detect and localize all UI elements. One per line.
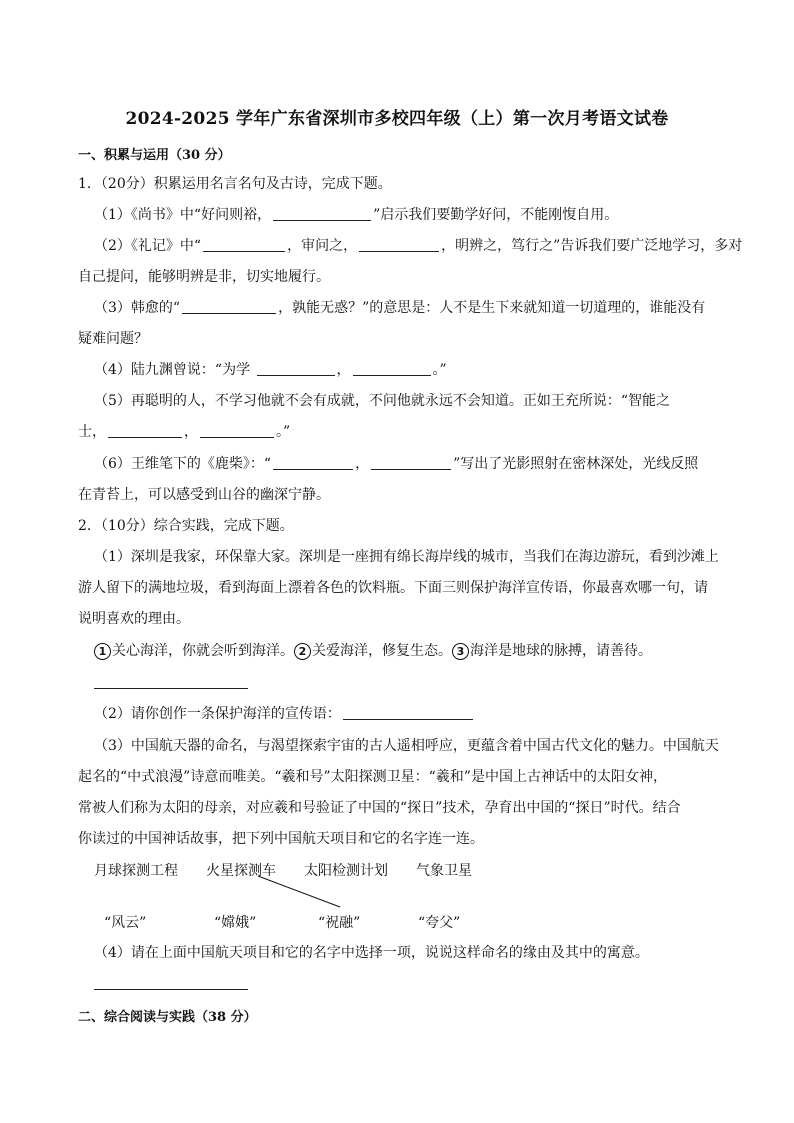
q1-sub2-text-b: ，审问之， <box>287 238 358 254</box>
q1-sub6-text-c: ”写出了光影照射在密林深处，光线反照 <box>453 456 699 472</box>
project-item[interactable]: 气象卫星 <box>416 863 472 879</box>
q2-part2-text: （2）请你创作一条保护海洋的宣传语： <box>94 706 341 722</box>
q2-part3-cont2: 常被人们称为太阳的母亲，对应羲和号验证了中国的“探日”技术，孕育出中国的“探日”时代。结合 <box>78 800 681 816</box>
exam-title: 2024-2025 学年广东省深圳市多校四年级（上）第一次月考语文试卷 <box>125 109 669 129</box>
project-item[interactable]: 月球探测工程 <box>94 863 178 879</box>
circled-number-3: 3 <box>452 643 469 660</box>
name-item[interactable]: “祝融” <box>318 915 361 931</box>
q1-sub2-cont: 自己提问，能够明辨是非，切实地履行。 <box>78 269 330 285</box>
slogan-option-1: 关心海洋，你就会听到海洋。 <box>112 643 294 659</box>
q2-part1-cont1: 游人留下的满地垃圾，看到海面上漂着各色的饮料瓶。下面三则保护海洋宣传语，你最喜欢哪一句，请 <box>78 580 708 596</box>
q1-sub4-text-c: 。” <box>432 362 447 378</box>
q1-sub6-cont: 在青苔上，可以感受到山谷的幽深宁静。 <box>78 487 330 503</box>
name-item[interactable]: “风云” <box>104 915 147 931</box>
q2-part1: （1）深圳是我家，环保靠大家。深圳是一座拥有绵长海岸线的城市，当我们在海边游玩，看到沙滩上 <box>94 549 719 565</box>
q1-sub5-text-b: 士， <box>78 424 106 440</box>
project-item[interactable]: 太阳检测计划 <box>304 863 388 879</box>
q1-sub2-text-a: （2）《礼记》中“ <box>94 238 202 254</box>
q2-part3: （3）中国航天器的命名，与渴望探索宇宙的古人遥相呼应，更蕴含着中国古代文化的魅力。中国航天 <box>94 738 719 754</box>
q1-sub1-text-b: ”启示我们要勤学好问，不能刚愎自用。 <box>373 207 619 223</box>
q1-sub5-text-d: 。” <box>276 424 291 440</box>
circled-number-2: 2 <box>294 643 311 660</box>
q2-part3-cont3: 你读过的中国神话故事，把下列中国航天项目和它的名字连一连。 <box>78 831 484 847</box>
q1-sub3-text-b: ，孰能无惑？”的意思是：人不是生下来就知道一切道理的，谁能没有 <box>278 300 706 316</box>
answer-line[interactable] <box>94 989 248 990</box>
name-item[interactable]: “夸父” <box>418 915 461 931</box>
section-heading-2: 二、综合阅读与实践（38 分） <box>78 1010 257 1025</box>
q1-sub5-text-c: ， <box>184 424 198 440</box>
q1-sub4-text-b: ， <box>336 362 351 378</box>
slogan-option-2: 关爱海洋，修复生态。 <box>312 643 452 659</box>
q1-sub3-cont: 疑难问题？ <box>78 331 148 347</box>
q2-stem: 2．（10分）综合实践，完成下题。 <box>78 518 294 534</box>
q1-sub5: （5）再聪明的人，不学习他就不会有成就，不问他就永远不会知道。正如王充所说：“智能之 <box>94 393 671 409</box>
q1-sub2-text-c: ，明辨之，笃行之”告诉我们要广泛地学习，多对 <box>441 238 743 254</box>
q2-part3-cont1: 起名的“中式浪漫”诗意而唯美。“羲和号”太阳探测卫星：“羲和”是中国上古神话中的太阳女神， <box>78 769 667 785</box>
q2-part4: （4）请在上面中国航天项目和它的名字中选择一项，说说这样命名的缘由及其中的寓意。 <box>94 945 649 961</box>
q1-sub6-text-a: （6）王维笔下的《鹿柴》：“ <box>94 456 272 472</box>
section-heading-1: 一、积累与运用（30 分） <box>78 148 231 163</box>
q2-part1-cont2: 说明喜欢的理由。 <box>78 611 190 627</box>
project-item[interactable]: 火星探测车 <box>206 863 276 879</box>
q1-stem: 1．（20分）积累运用名言名句及古诗，完成下题。 <box>78 176 392 192</box>
name-item[interactable]: “嫦娥” <box>214 915 257 931</box>
q1-sub6-text-b: ， <box>355 456 370 472</box>
slogan-option-3: 海洋是地球的脉搏，请善待。 <box>470 643 652 659</box>
q1-sub3-text-a: （3）韩愈的“ <box>94 300 181 316</box>
q1-sub4-text-a: （4）陆九渊曾说：“为学 <box>94 362 255 378</box>
circled-number-1: 1 <box>94 643 111 660</box>
q1-sub1-text-a: （1）《尚书》中“好问则裕， <box>94 207 272 223</box>
